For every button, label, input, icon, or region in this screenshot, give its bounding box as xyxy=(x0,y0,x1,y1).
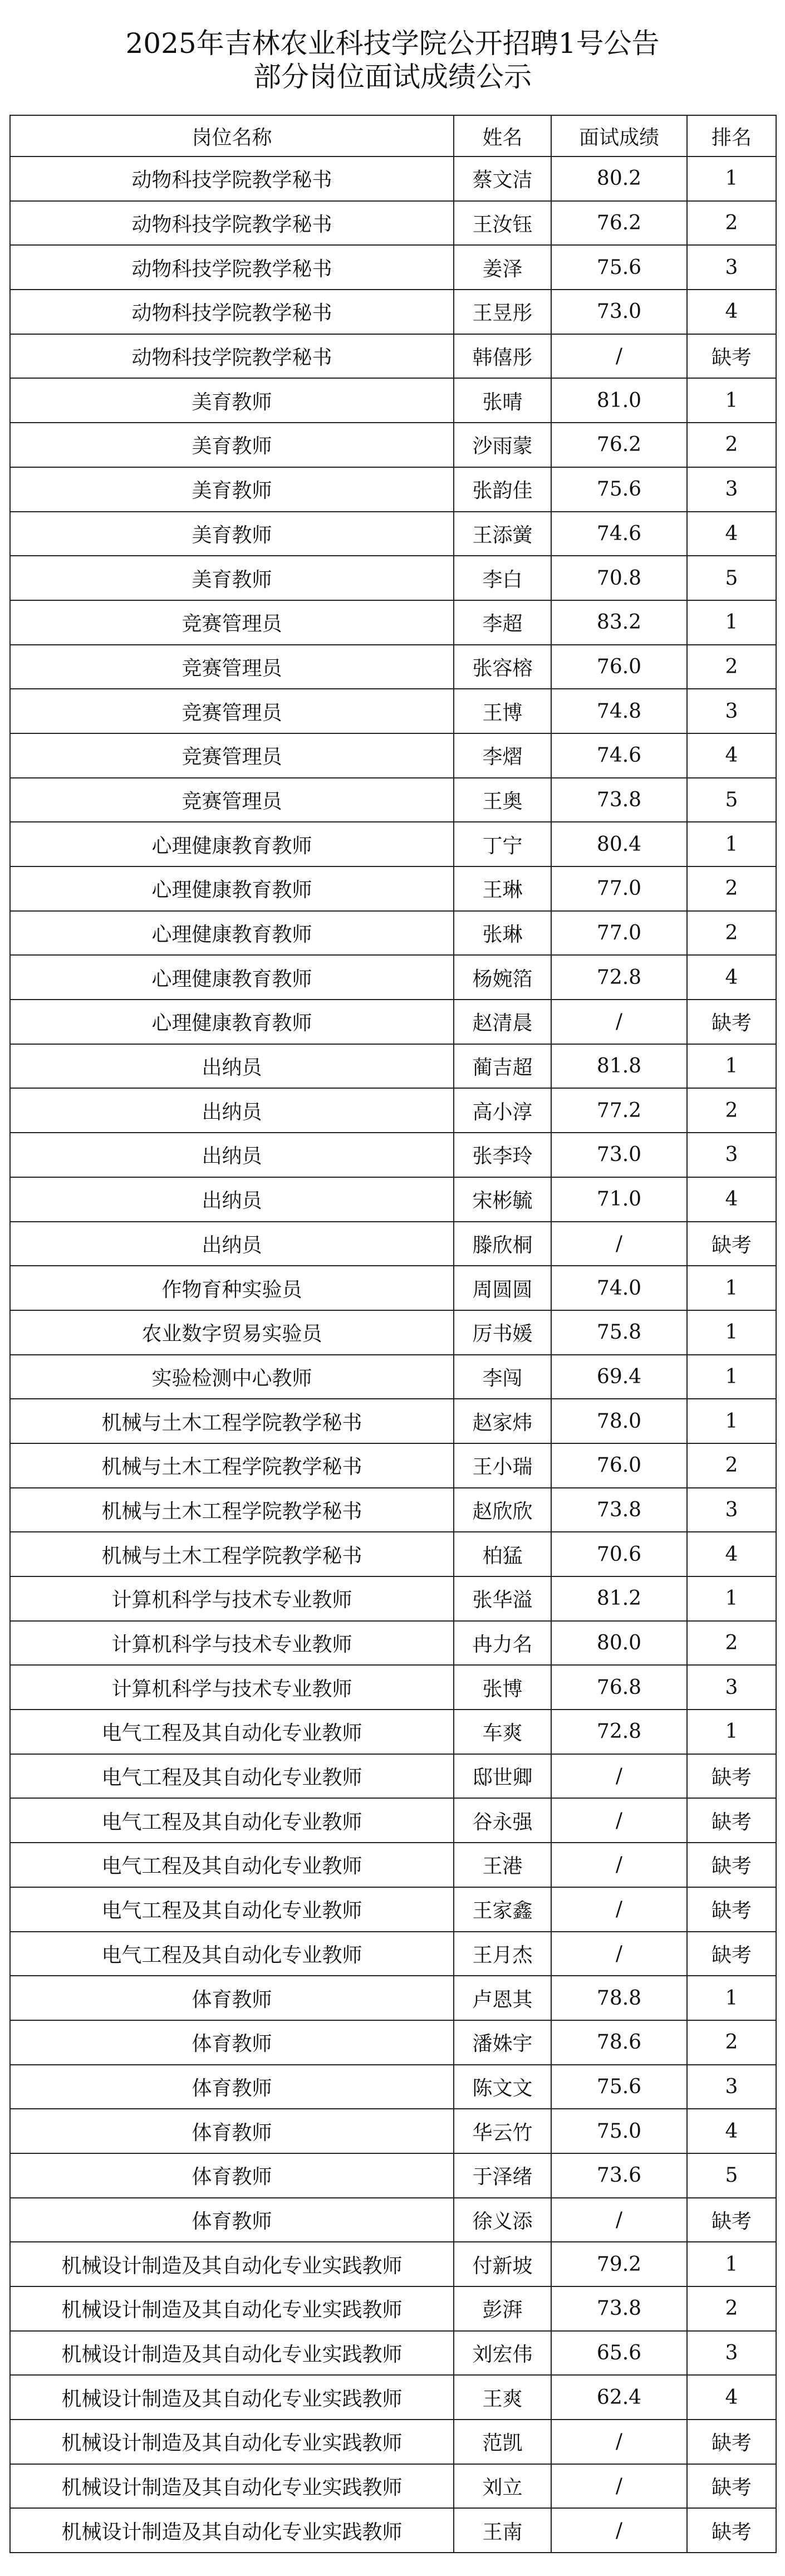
cell-rank: 5 xyxy=(687,2153,776,2198)
table-row xyxy=(10,2065,776,2109)
cell-score: 75.6 xyxy=(551,245,687,290)
cell-score: 74.8 xyxy=(551,689,687,733)
cell-score: 71.0 xyxy=(551,1177,687,1222)
cell-name: 彭湃 xyxy=(454,2286,551,2331)
cell-rank: 缺考 xyxy=(687,1932,776,1976)
table-row xyxy=(10,2242,776,2286)
table-row xyxy=(10,512,776,556)
cell-position: 出纳员 xyxy=(10,1177,454,1222)
cell-name: 范凯 xyxy=(454,2420,551,2464)
table-row xyxy=(10,1976,776,2020)
cell-rank: 2 xyxy=(687,1443,776,1488)
cell-position: 机械设计制造及其自动化专业实践教师 xyxy=(10,2420,454,2464)
cell-rank: 缺考 xyxy=(687,1843,776,1887)
cell-name: 卢恩其 xyxy=(454,1976,551,2020)
cell-name: 王奥 xyxy=(454,778,551,822)
cell-position: 机械与土木工程学院教学秘书 xyxy=(10,1443,454,1488)
table-row xyxy=(10,2286,776,2331)
cell-position: 电气工程及其自动化专业教师 xyxy=(10,1843,454,1887)
cell-position: 机械设计制造及其自动化专业实践教师 xyxy=(10,2242,454,2286)
cell-position: 心理健康教育教师 xyxy=(10,955,454,1000)
cell-position: 机械与土木工程学院教学秘书 xyxy=(10,1399,454,1443)
table-row xyxy=(10,1710,776,1754)
cell-position: 竞赛管理员 xyxy=(10,645,454,689)
cell-score: 73.6 xyxy=(551,2153,687,2198)
table-row xyxy=(10,467,776,512)
cell-position: 机械设计制造及其自动化专业实践教师 xyxy=(10,2331,454,2376)
cell-position: 作物育种实验员 xyxy=(10,1266,454,1310)
cell-name: 柏猛 xyxy=(454,1532,551,1576)
table-row xyxy=(10,1177,776,1222)
cell-position: 美育教师 xyxy=(10,556,454,600)
cell-name: 张容榕 xyxy=(454,645,551,689)
cell-rank: 1 xyxy=(687,822,776,866)
cell-score: 80.0 xyxy=(551,1621,687,1666)
cell-position: 体育教师 xyxy=(10,2065,454,2109)
cell-name: 王南 xyxy=(454,2508,551,2553)
cell-rank: 缺考 xyxy=(687,334,776,379)
cell-name: 华云竹 xyxy=(454,2109,551,2153)
cell-position: 体育教师 xyxy=(10,2153,454,2198)
table-row xyxy=(10,1310,776,1355)
cell-rank: 2 xyxy=(687,1621,776,1666)
cell-rank: 2 xyxy=(687,2020,776,2065)
cell-rank: 4 xyxy=(687,512,776,556)
table-row xyxy=(10,689,776,733)
cell-position: 竞赛管理员 xyxy=(10,733,454,778)
cell-score: 74.0 xyxy=(551,1266,687,1310)
cell-position: 出纳员 xyxy=(10,1222,454,1266)
cell-name: 邸世卿 xyxy=(454,1754,551,1799)
cell-position: 动物科技学院教学秘书 xyxy=(10,245,454,290)
table-row xyxy=(10,645,776,689)
cell-position: 美育教师 xyxy=(10,512,454,556)
cell-score: / xyxy=(551,1843,687,1887)
cell-score: 81.0 xyxy=(551,378,687,423)
table-row xyxy=(10,156,776,201)
cell-score: 77.0 xyxy=(551,866,687,911)
cell-position: 体育教师 xyxy=(10,2020,454,2065)
table-row xyxy=(10,1443,776,1488)
cell-position: 动物科技学院教学秘书 xyxy=(10,156,454,201)
cell-name: 王家鑫 xyxy=(454,1887,551,1932)
cell-name: 宋彬毓 xyxy=(454,1177,551,1222)
cell-position: 农业数字贸易实验员 xyxy=(10,1310,454,1355)
table-row xyxy=(10,334,776,379)
cell-name: 杨婉箔 xyxy=(454,955,551,1000)
cell-name: 王小瑞 xyxy=(454,1443,551,1488)
cell-rank: 4 xyxy=(687,733,776,778)
cell-position: 竞赛管理员 xyxy=(10,778,454,822)
cell-rank: 1 xyxy=(687,1266,776,1310)
cell-name: 蔺吉超 xyxy=(454,1044,551,1089)
cell-position: 竞赛管理员 xyxy=(10,689,454,733)
table-row xyxy=(10,2508,776,2553)
header-score: 面试成绩 xyxy=(551,115,687,156)
cell-name: 蔡文洁 xyxy=(454,156,551,201)
cell-score: 73.8 xyxy=(551,2286,687,2331)
cell-rank: 3 xyxy=(687,689,776,733)
cell-score: 62.4 xyxy=(551,2375,687,2420)
cell-name: 李超 xyxy=(454,600,551,645)
cell-score: 81.8 xyxy=(551,1044,687,1089)
cell-name: 李闯 xyxy=(454,1355,551,1399)
table-row xyxy=(10,1355,776,1399)
table-row xyxy=(10,1488,776,1532)
cell-name: 冉力名 xyxy=(454,1621,551,1666)
cell-rank: 1 xyxy=(687,156,776,201)
cell-score: 75.8 xyxy=(551,1310,687,1355)
cell-rank: 1 xyxy=(687,600,776,645)
table-row xyxy=(10,556,776,600)
cell-rank: 缺考 xyxy=(687,2420,776,2464)
cell-name: 张李玲 xyxy=(454,1133,551,1177)
cell-score: 77.0 xyxy=(551,911,687,956)
table-row xyxy=(10,2198,776,2242)
cell-name: 赵清晨 xyxy=(454,1000,551,1044)
cell-score: 83.2 xyxy=(551,600,687,645)
cell-score: 80.2 xyxy=(551,156,687,201)
cell-position: 美育教师 xyxy=(10,423,454,467)
table-body xyxy=(10,156,776,2553)
cell-rank: 1 xyxy=(687,1710,776,1754)
cell-rank: 4 xyxy=(687,2375,776,2420)
cell-rank: 3 xyxy=(687,1488,776,1532)
cell-name: 赵家炜 xyxy=(454,1399,551,1443)
cell-position: 计算机科学与技术专业教师 xyxy=(10,1621,454,1666)
table-row xyxy=(10,245,776,290)
cell-name: 张晴 xyxy=(454,378,551,423)
cell-position: 电气工程及其自动化专业教师 xyxy=(10,1798,454,1843)
table-row xyxy=(10,201,776,246)
cell-score: 81.2 xyxy=(551,1576,687,1621)
cell-score: 70.6 xyxy=(551,1532,687,1576)
cell-position: 机械设计制造及其自动化专业实践教师 xyxy=(10,2286,454,2331)
cell-rank: 1 xyxy=(687,1976,776,2020)
cell-position: 心理健康教育教师 xyxy=(10,822,454,866)
document-subtitle: 部分岗位面试成绩公示 xyxy=(253,61,532,93)
cell-name: 王添黉 xyxy=(454,512,551,556)
cell-position: 心理健康教育教师 xyxy=(10,911,454,956)
table-row xyxy=(10,1088,776,1133)
cell-name: 赵欣欣 xyxy=(454,1488,551,1532)
cell-score: 78.6 xyxy=(551,2020,687,2065)
cell-rank: 缺考 xyxy=(687,1222,776,1266)
cell-position: 实验检测中心教师 xyxy=(10,1355,454,1399)
cell-score: 80.4 xyxy=(551,822,687,866)
cell-position: 体育教师 xyxy=(10,2198,454,2242)
cell-score: 75.6 xyxy=(551,467,687,512)
cell-rank: 1 xyxy=(687,1355,776,1399)
table-row xyxy=(10,2375,776,2420)
cell-name: 陈文文 xyxy=(454,2065,551,2109)
table-row xyxy=(10,2020,776,2065)
cell-rank: 缺考 xyxy=(687,1798,776,1843)
cell-position: 出纳员 xyxy=(10,1088,454,1133)
cell-rank: 4 xyxy=(687,2109,776,2153)
table-row xyxy=(10,1266,776,1310)
cell-position: 竞赛管理员 xyxy=(10,600,454,645)
cell-name: 刘宏伟 xyxy=(454,2331,551,2376)
cell-name: 张博 xyxy=(454,1665,551,1710)
cell-score: / xyxy=(551,1000,687,1044)
header-name: 姓名 xyxy=(454,115,551,156)
table-header-row xyxy=(10,115,776,156)
table-row xyxy=(10,1222,776,1266)
cell-name: 王昱彤 xyxy=(454,290,551,334)
table-row xyxy=(10,600,776,645)
cell-score: 73.0 xyxy=(551,290,687,334)
cell-rank: 4 xyxy=(687,955,776,1000)
cell-rank: 2 xyxy=(687,201,776,246)
table-row xyxy=(10,1576,776,1621)
cell-score: / xyxy=(551,1932,687,1976)
cell-position: 心理健康教育教师 xyxy=(10,866,454,911)
cell-rank: 4 xyxy=(687,1532,776,1576)
cell-score: / xyxy=(551,2420,687,2464)
cell-rank: 1 xyxy=(687,2242,776,2286)
cell-rank: 1 xyxy=(687,1310,776,1355)
cell-position: 体育教师 xyxy=(10,2109,454,2153)
cell-score: / xyxy=(551,2508,687,2553)
table-row xyxy=(10,1399,776,1443)
cell-name: 付新坡 xyxy=(454,2242,551,2286)
cell-name: 张韵佳 xyxy=(454,467,551,512)
cell-rank: 2 xyxy=(687,423,776,467)
cell-name: 潘姝宇 xyxy=(454,2020,551,2065)
cell-rank: 缺考 xyxy=(687,1887,776,1932)
table-row xyxy=(10,1133,776,1177)
cell-position: 心理健康教育教师 xyxy=(10,1000,454,1044)
cell-rank: 5 xyxy=(687,778,776,822)
cell-name: 王汝钰 xyxy=(454,201,551,246)
cell-score: 69.4 xyxy=(551,1355,687,1399)
cell-score: 76.2 xyxy=(551,423,687,467)
cell-rank: 缺考 xyxy=(687,1000,776,1044)
cell-rank: 2 xyxy=(687,645,776,689)
cell-score: 77.2 xyxy=(551,1088,687,1133)
cell-position: 电气工程及其自动化专业教师 xyxy=(10,1754,454,1799)
cell-position: 机械与土木工程学院教学秘书 xyxy=(10,1488,454,1532)
cell-name: 周圆圆 xyxy=(454,1266,551,1310)
cell-name: 沙雨蒙 xyxy=(454,423,551,467)
cell-score: 76.8 xyxy=(551,1665,687,1710)
cell-rank: 2 xyxy=(687,1088,776,1133)
cell-name: 张琳 xyxy=(454,911,551,956)
cell-rank: 2 xyxy=(687,2286,776,2331)
cell-score: 73.8 xyxy=(551,778,687,822)
cell-name: 车爽 xyxy=(454,1710,551,1754)
cell-name: 滕欣桐 xyxy=(454,1222,551,1266)
cell-position: 计算机科学与技术专业教师 xyxy=(10,1576,454,1621)
cell-score: 78.8 xyxy=(551,1976,687,2020)
cell-position: 电气工程及其自动化专业教师 xyxy=(10,1932,454,1976)
cell-rank: 3 xyxy=(687,2331,776,2376)
header-position: 岗位名称 xyxy=(10,115,454,156)
cell-position: 动物科技学院教学秘书 xyxy=(10,201,454,246)
cell-name: 厉书媛 xyxy=(454,1310,551,1355)
cell-name: 王爽 xyxy=(454,2375,551,2420)
cell-name: 王琳 xyxy=(454,866,551,911)
cell-name: 姜泽 xyxy=(454,245,551,290)
table-row xyxy=(10,822,776,866)
table-row xyxy=(10,290,776,334)
cell-name: 韩僖彤 xyxy=(454,334,551,379)
table-row xyxy=(10,2331,776,2376)
cell-position: 机械设计制造及其自动化专业实践教师 xyxy=(10,2464,454,2509)
cell-rank: 1 xyxy=(687,1399,776,1443)
cell-position: 机械设计制造及其自动化专业实践教师 xyxy=(10,2375,454,2420)
cell-name: 张华溢 xyxy=(454,1576,551,1621)
cell-rank: 1 xyxy=(687,1044,776,1089)
table-row xyxy=(10,1754,776,1799)
cell-position: 出纳员 xyxy=(10,1133,454,1177)
cell-score: 74.6 xyxy=(551,733,687,778)
table-row xyxy=(10,911,776,956)
table-row xyxy=(10,1887,776,1932)
cell-score: 76.2 xyxy=(551,201,687,246)
cell-name: 徐义添 xyxy=(454,2198,551,2242)
cell-name: 丁宁 xyxy=(454,822,551,866)
cell-rank: 3 xyxy=(687,467,776,512)
cell-score: 73.0 xyxy=(551,1133,687,1177)
cell-score: 70.8 xyxy=(551,556,687,600)
cell-score: 75.6 xyxy=(551,2065,687,2109)
table-row xyxy=(10,1665,776,1710)
cell-score: 73.8 xyxy=(551,1488,687,1532)
cell-rank: 3 xyxy=(687,1133,776,1177)
table-row xyxy=(10,1532,776,1576)
cell-rank: 1 xyxy=(687,1576,776,1621)
cell-name: 高小淳 xyxy=(454,1088,551,1133)
table-row xyxy=(10,1932,776,1976)
table-row xyxy=(10,2420,776,2464)
cell-name: 谷永强 xyxy=(454,1798,551,1843)
cell-name: 李白 xyxy=(454,556,551,600)
cell-score: 72.8 xyxy=(551,1710,687,1754)
table-row xyxy=(10,423,776,467)
cell-rank: 2 xyxy=(687,866,776,911)
cell-score: / xyxy=(551,1887,687,1932)
cell-rank: 4 xyxy=(687,290,776,334)
cell-name: 王博 xyxy=(454,689,551,733)
cell-position: 动物科技学院教学秘书 xyxy=(10,334,454,379)
table-row xyxy=(10,1798,776,1843)
cell-position: 美育教师 xyxy=(10,378,454,423)
cell-position: 出纳员 xyxy=(10,1044,454,1089)
table-row xyxy=(10,2464,776,2509)
cell-score: 76.0 xyxy=(551,1443,687,1488)
cell-score: / xyxy=(551,1222,687,1266)
score-table xyxy=(9,115,777,2553)
header-rank: 排名 xyxy=(687,115,776,156)
cell-name: 刘立 xyxy=(454,2464,551,2509)
cell-score: 72.8 xyxy=(551,955,687,1000)
cell-name: 王月杰 xyxy=(454,1932,551,1976)
table-row xyxy=(10,866,776,911)
cell-rank: 缺考 xyxy=(687,1754,776,1799)
cell-name: 王港 xyxy=(454,1843,551,1887)
table-row xyxy=(10,955,776,1000)
cell-score: / xyxy=(551,2464,687,2509)
cell-score: 75.0 xyxy=(551,2109,687,2153)
cell-score: / xyxy=(551,1798,687,1843)
cell-rank: 3 xyxy=(687,2065,776,2109)
document-title: 2025年吉林农业科技学院公开招聘1号公告 xyxy=(125,27,660,60)
cell-rank: 缺考 xyxy=(687,2508,776,2553)
cell-position: 计算机科学与技术专业教师 xyxy=(10,1665,454,1710)
cell-position: 机械与土木工程学院教学秘书 xyxy=(10,1532,454,1576)
cell-rank: 3 xyxy=(687,1665,776,1710)
cell-score: / xyxy=(551,2198,687,2242)
cell-rank: 3 xyxy=(687,245,776,290)
cell-rank: 4 xyxy=(687,1177,776,1222)
cell-score: 65.6 xyxy=(551,2331,687,2376)
table-row xyxy=(10,1621,776,1666)
cell-position: 美育教师 xyxy=(10,467,454,512)
cell-name: 李熠 xyxy=(454,733,551,778)
cell-rank: 5 xyxy=(687,556,776,600)
table-row xyxy=(10,733,776,778)
cell-position: 动物科技学院教学秘书 xyxy=(10,290,454,334)
cell-rank: 1 xyxy=(687,378,776,423)
cell-score: 74.6 xyxy=(551,512,687,556)
table-row xyxy=(10,1044,776,1089)
cell-position: 体育教师 xyxy=(10,1976,454,2020)
table-row xyxy=(10,778,776,822)
cell-score: 76.0 xyxy=(551,645,687,689)
cell-rank: 2 xyxy=(687,911,776,956)
table-row xyxy=(10,378,776,423)
table-row xyxy=(10,1843,776,1887)
cell-name: 于泽绪 xyxy=(454,2153,551,2198)
cell-score: / xyxy=(551,1754,687,1799)
cell-position: 电气工程及其自动化专业教师 xyxy=(10,1710,454,1754)
table-row xyxy=(10,2153,776,2198)
cell-score: / xyxy=(551,334,687,379)
cell-score: 79.2 xyxy=(551,2242,687,2286)
cell-score: 78.0 xyxy=(551,1399,687,1443)
table-row xyxy=(10,2109,776,2153)
table-row xyxy=(10,1000,776,1044)
cell-position: 机械设计制造及其自动化专业实践教师 xyxy=(10,2508,454,2553)
cell-position: 电气工程及其自动化专业教师 xyxy=(10,1887,454,1932)
cell-rank: 缺考 xyxy=(687,2464,776,2509)
cell-rank: 缺考 xyxy=(687,2198,776,2242)
